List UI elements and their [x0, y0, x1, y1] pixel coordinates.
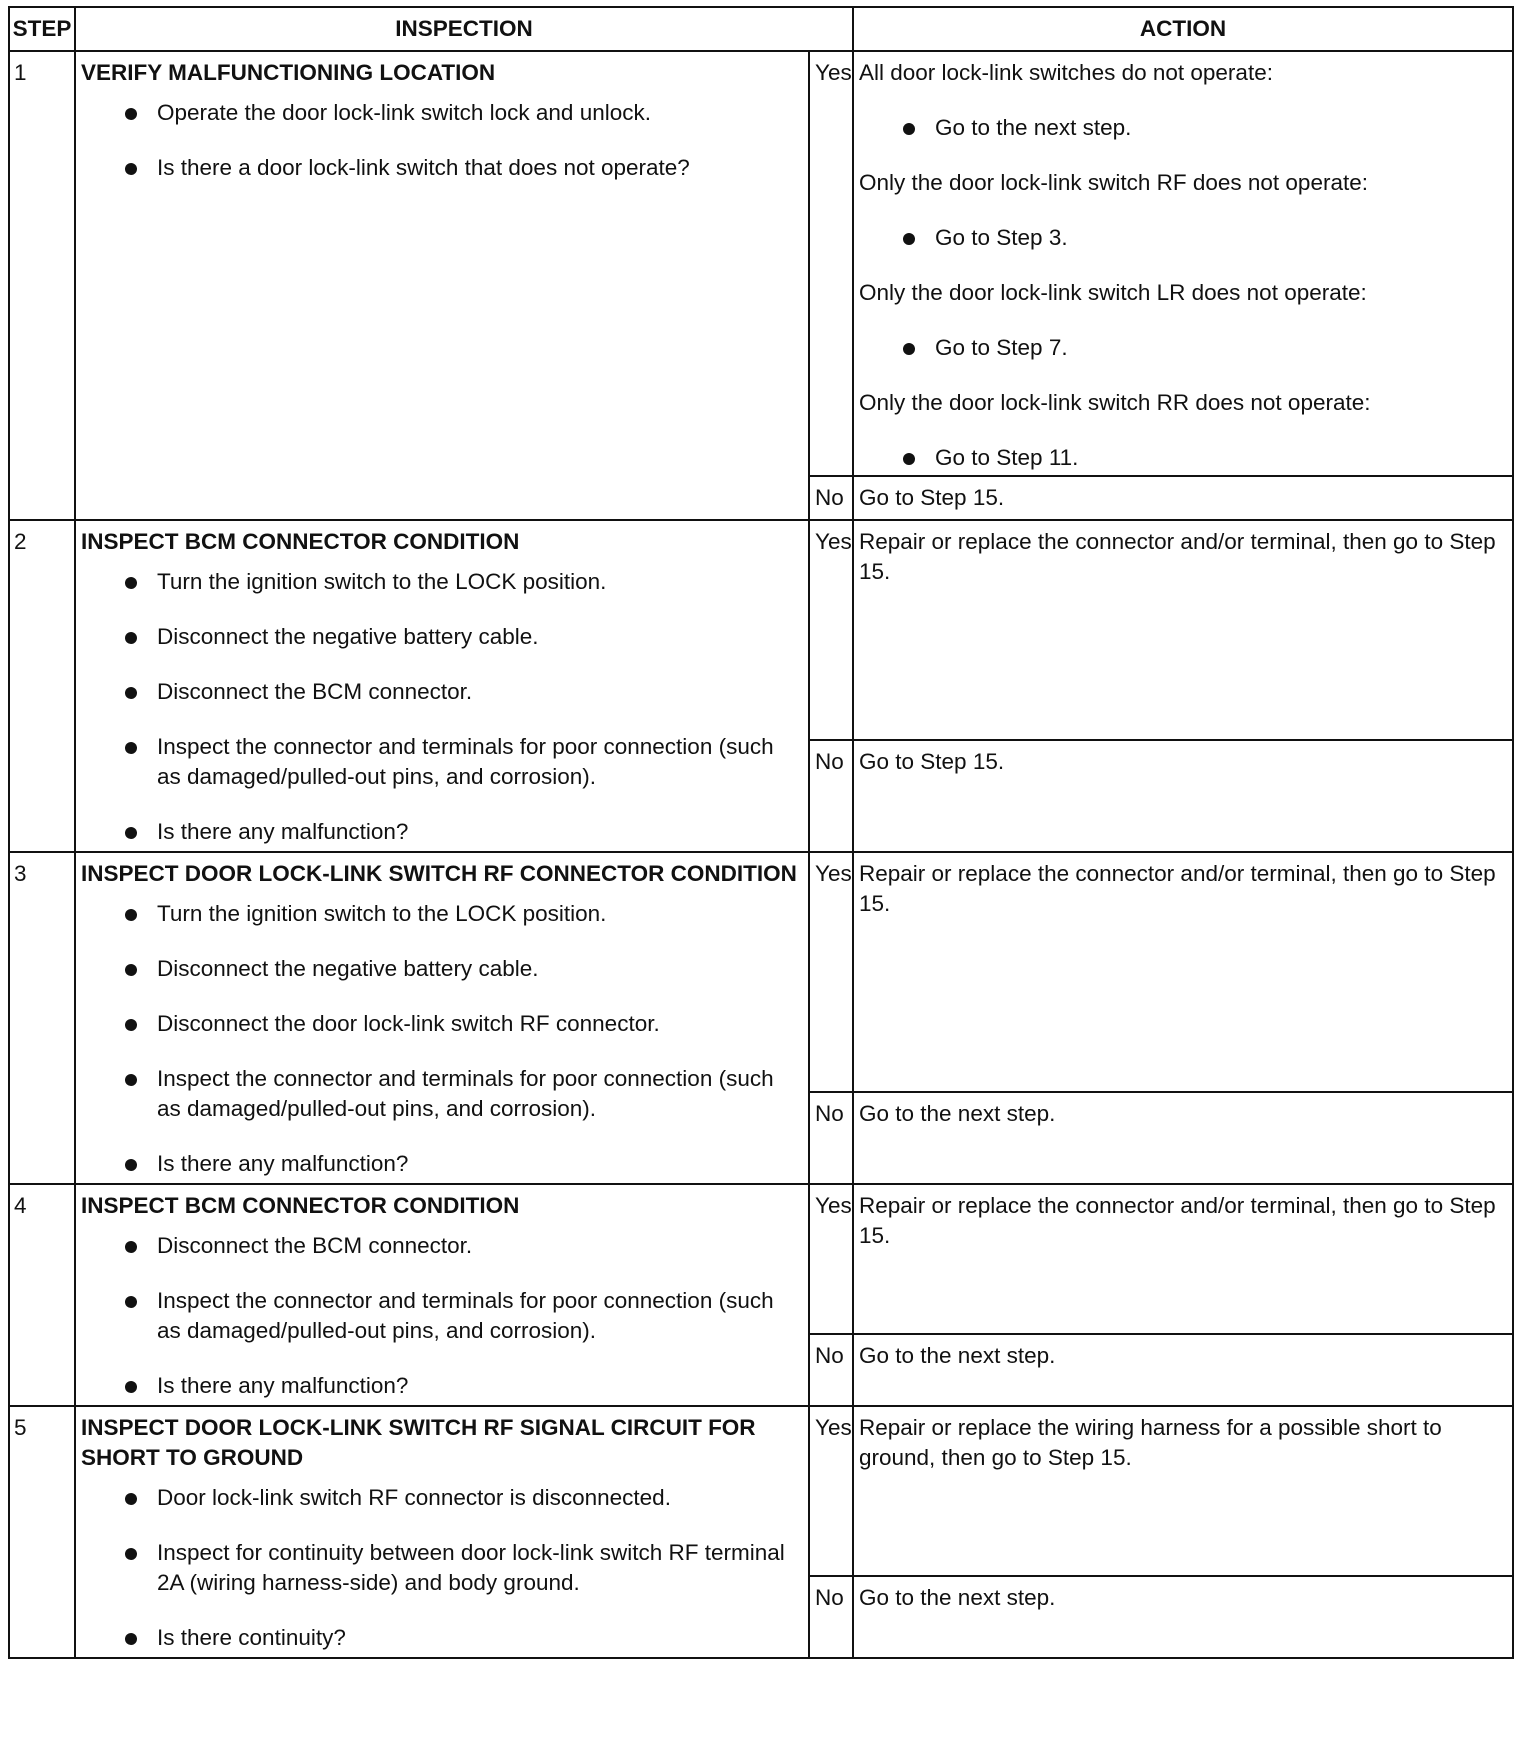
step-inspection — [75, 1406, 809, 1658]
step-title: INSPECT DOOR LOCK-LINK SWITCH RF SIGNAL CIRCUIT FOR SHORT TO GROUND — [81, 1415, 756, 1470]
no-action: Go to the next step. — [853, 1334, 1513, 1406]
yes-action: Repair or replace the wiring harness for a possible short to ground, then go to Step 15. — [853, 1406, 1513, 1576]
inspection-item: Disconnect the negative battery cable. — [81, 622, 803, 652]
step-3-yes-row — [9, 852, 1513, 1092]
inspection-item: Is there any malfunction? — [81, 817, 803, 847]
action-item: Go to the next step. — [859, 113, 1507, 143]
bullet-icon — [125, 632, 137, 644]
inspection-item: Disconnect the BCM connector. — [81, 677, 803, 707]
inspection-item: Door lock-link switch RF connector is disconnected. — [81, 1483, 803, 1513]
step-inspection — [75, 852, 809, 1184]
bullet-icon — [125, 163, 137, 175]
inspection-item: Inspect the connector and terminals for poor connection (such as damaged/pulled-out pins, and corrosion). — [81, 1286, 803, 1346]
inspection-item: Turn the ignition switch to the LOCK position. — [81, 899, 803, 929]
yes-label: Yes — [809, 1184, 853, 1334]
yes-label: Yes — [809, 852, 853, 1092]
diagnostic-procedure-sheet — [8, 6, 1514, 1659]
bullet-icon — [125, 827, 137, 839]
step-4-yes-row — [9, 1184, 1513, 1334]
inspection-item: Inspect for continuity between door lock-link switch RF terminal 2A (wiring harness-side) and body ground. — [81, 1538, 803, 1598]
step-title: INSPECT BCM CONNECTOR CONDITION — [81, 1193, 520, 1218]
yes-action: Repair or replace the connector and/or terminal, then go to Step 15. — [853, 520, 1513, 740]
inspection-item: Inspect the connector and terminals for poor connection (such as damaged/pulled-out pins, and corrosion). — [81, 1064, 803, 1124]
inspection-item: Is there any malfunction? — [81, 1149, 803, 1179]
bullet-icon — [125, 1493, 137, 1505]
action-item: Go to Step 7. — [859, 333, 1507, 363]
bullet-icon — [125, 1074, 137, 1086]
inspection-item: Is there a door lock-link switch that does not operate? — [81, 153, 803, 183]
step-number: 1 — [9, 51, 75, 520]
step-title: INSPECT DOOR LOCK-LINK SWITCH RF CONNECTOR CONDITION — [81, 861, 797, 886]
bullet-icon — [125, 1296, 137, 1308]
table-header-row — [9, 7, 1513, 51]
inspection-list — [81, 98, 803, 183]
bullet-icon — [903, 233, 915, 245]
step-number: 4 — [9, 1184, 75, 1406]
diagnostic-table — [8, 6, 1514, 1659]
bullet-icon — [125, 1019, 137, 1031]
bullet-icon — [125, 909, 137, 921]
bullet-icon — [125, 577, 137, 589]
bullet-icon — [125, 742, 137, 754]
bullet-icon — [903, 123, 915, 135]
yes-label: Yes — [809, 51, 853, 476]
bullet-icon — [125, 1159, 137, 1171]
action-item: Go to Step 11. — [859, 443, 1507, 473]
bullet-icon — [125, 1633, 137, 1645]
no-label: No — [809, 1576, 853, 1658]
no-action: Go to the next step. — [853, 1576, 1513, 1658]
inspection-item: Inspect the connector and terminals for poor connection (such as damaged/pulled-out pins, and corrosion). — [81, 732, 803, 792]
no-action: Go to the next step. — [853, 1092, 1513, 1184]
inspection-item: Disconnect the door lock-link switch RF connector. — [81, 1009, 803, 1039]
step-inspection — [75, 520, 809, 852]
step-title: VERIFY MALFUNCTIONING LOCATION — [81, 60, 496, 85]
inspection-list — [81, 1483, 803, 1653]
step-inspection — [75, 1184, 809, 1406]
inspection-list — [81, 899, 803, 1179]
inspection-item: Disconnect the negative battery cable. — [81, 954, 803, 984]
step-number: 3 — [9, 852, 75, 1184]
step-2-yes-row — [9, 520, 1513, 740]
step-inspection — [75, 51, 809, 520]
bullet-icon — [125, 1548, 137, 1560]
inspection-item: Is there any malfunction? — [81, 1371, 803, 1401]
inspection-item: Is there continuity? — [81, 1623, 803, 1653]
yes-label: Yes — [809, 520, 853, 740]
yes-label: Yes — [809, 1406, 853, 1576]
bullet-icon — [125, 108, 137, 120]
bullet-icon — [125, 1381, 137, 1393]
yes-action: Repair or replace the connector and/or terminal, then go to Step 15. — [853, 1184, 1513, 1334]
no-label: No — [809, 476, 853, 520]
no-label: No — [809, 740, 853, 852]
yes-action: All door lock-link switches do not operate: Go to the next step. Only the door lock-link switch RF does not operate: Go to Step 3. Only the door lock-link switch LR does not operate: Go to Step 7. Only the door lock-link switch RR does not operate: Go to Step 11. — [853, 51, 1513, 476]
inspection-list — [81, 1231, 803, 1401]
header-step: STEP — [9, 7, 75, 51]
no-label: No — [809, 1334, 853, 1406]
bullet-icon — [125, 964, 137, 976]
step-1-yes-row — [9, 51, 1513, 476]
bullet-icon — [903, 453, 915, 465]
header-action: ACTION — [853, 7, 1513, 51]
bullet-icon — [125, 687, 137, 699]
no-action: Go to Step 15. — [853, 740, 1513, 852]
step-5-yes-row — [9, 1406, 1513, 1576]
inspection-list — [81, 567, 803, 847]
bullet-icon — [903, 343, 915, 355]
no-label: No — [809, 1092, 853, 1184]
bullet-icon — [125, 1241, 137, 1253]
no-action: Go to Step 15. — [853, 476, 1513, 520]
header-inspection: INSPECTION — [75, 7, 853, 51]
inspection-item: Operate the door lock-link switch lock and unlock. — [81, 98, 803, 128]
inspection-item: Disconnect the BCM connector. — [81, 1231, 803, 1261]
step-number: 2 — [9, 520, 75, 852]
inspection-item: Turn the ignition switch to the LOCK position. — [81, 567, 803, 597]
yes-action: Repair or replace the connector and/or terminal, then go to Step 15. — [853, 852, 1513, 1092]
action-item: Go to Step 3. — [859, 223, 1507, 253]
step-number: 5 — [9, 1406, 75, 1658]
step-title: INSPECT BCM CONNECTOR CONDITION — [81, 529, 520, 554]
